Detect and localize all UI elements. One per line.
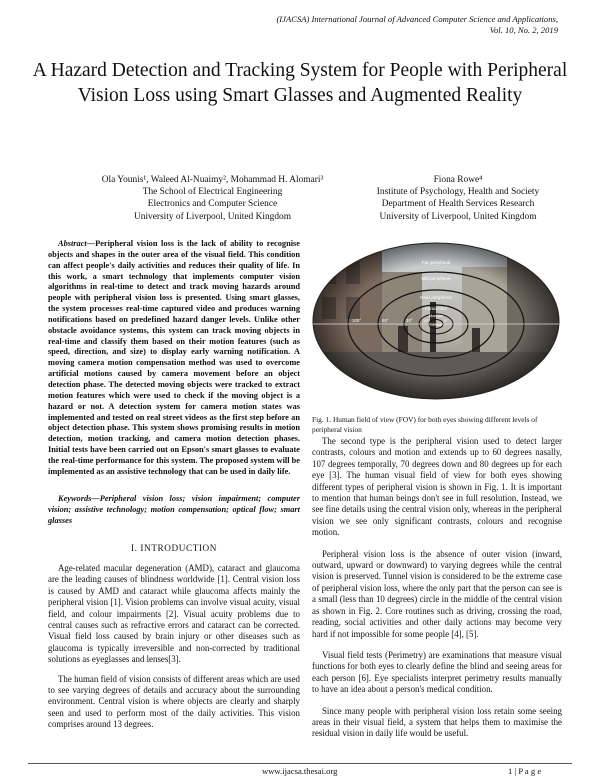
label-angle-100: 100° <box>352 318 362 323</box>
figure-field-of-view <box>312 242 560 400</box>
paragraph: The human field of vision consists of different areas which are used to see varying degrees of details and accuracy about the surrounding environment. Central vision is where objects are clearly and sharply seen and used to perform most of the daily activities. This vision comprises around 13 degrees. <box>48 673 300 730</box>
label-paracentral: Paracentral <box>425 306 447 311</box>
label-angle-10: 10° <box>423 319 429 323</box>
paragraph: Age-related macular degeneration (AMD), cataract and glaucoma are the leading causes of blindness worldwide [1]. Central vision loss is caused by AMD and cataract while glaucoma affects mainly the peripheral vision [1]. Vision problems can involve visual acuity, visual field, and colour impairments [2]. Visual acuity problems due to central causes such as refractive errors and cataract can be corrected. Visual field loss caused by brain injury or other diseases such as glaucoma is typically irreversible and non-corrected by traditional solutions as eyeglasses and lenses[3]. <box>48 563 300 665</box>
label-central: Central <box>429 323 443 327</box>
journal-volume: Vol. 10, No. 2, 2019 <box>489 25 558 35</box>
abstract-label: Abstract <box>58 239 87 248</box>
affiliation-right-2: Department of Health Services Research <box>381 199 535 210</box>
keywords <box>48 494 300 527</box>
label-mid-peripheral: Mid peripheral <box>421 276 451 281</box>
label-angle-5: 5° <box>444 319 448 323</box>
paragraph: Peripheral vision loss is the absence of outer vision (inward, outward, upward or downward) to varying degrees while the central vision is preserved. Tunnel vision is considered to be the extreme case of peripheral vision loss, where the only part that the person can see is a small (less than 10 degrees) circle in the middle of the central vision as shown in Fig. 2. Core routines such as driving, crossing the road, reading, social activities and other daily actions may become very hard if not impossible for some people [4], [5]. <box>312 548 562 639</box>
footer-rule <box>28 763 572 764</box>
label-angle-30: 30° <box>406 318 413 323</box>
affiliation-left-3: University of Liverpool, United Kingdom <box>133 211 291 222</box>
abstract <box>48 239 300 478</box>
author-block-right <box>352 174 564 223</box>
label-near-peripheral: Near peripheral <box>420 295 452 300</box>
fov-illustration <box>312 242 560 400</box>
affiliation-left-1: The School of Electrical Engineering <box>142 187 283 198</box>
author-block-left <box>95 174 330 223</box>
journal-header <box>178 14 558 36</box>
keywords-text: —Peripheral vision loss; vision impairment; computer vision; assistive technology; motion compensation; optical flow; smart glasses <box>48 494 300 525</box>
author-names-left: Ola Younis¹, Waleed Al-Nuaimy², Mohammad H. Alomari³ <box>101 175 324 185</box>
footer-url[interactable]: www.ijacsa.thesai.org <box>262 766 338 776</box>
left-column-body <box>48 563 300 731</box>
affiliation-left-2: Electronics and Computer Science <box>147 199 278 210</box>
page-number: 1 | P a g e <box>508 766 542 776</box>
abstract-text: —Peripheral vision loss is the lack of ability to recognise objects and shapes in the outer area of the visual field. This condition can affect people's daily activities and reduces their quality of life. In this work, a smart technology that implements computer vision algorithms in real-time to detect and track moving hazards around people with peripheral vision loss is presented. Using smart glasses, the system processes real-time captured video and produces warning notifications based on predefined hazard danger levels. Unlike other obstacle avoidance systems, this system can track moving objects in real-time and classify them based on their motion features (such as speed, direction, and size) to display early warning notification. A moving camera motion compensation method was used to overcome artificial motions caused by camera movement before an object detection phase. The detected moving objects were tracked to extract motion features which were used to check if the moving object is a hazard or not. A detection system for camera motion states was implemented and tested on real street videos as the first step before an object detection phase. This system shows promising results in motion detection, motion tracking, and camera motion detection phases. Initial tests have been carried out on Epson's smart glasses to evaluate the real-time performance for this system. The proposed system will be implemented as an assistive technology that can be used in daily life. <box>48 239 300 476</box>
affiliation-right-1: Institute of Psychology, Health and Society <box>376 187 540 198</box>
label-far-peripheral: Far peripheral <box>421 260 451 265</box>
paragraph: Since many people with peripheral vision loss retain some seeing areas in their visual field, a system that helps them to maximise the residual vision in daily life would be useful. <box>312 705 562 739</box>
paragraph: Visual field tests (Perimetry) are examinations that measure visual functions for both eyes to clearly define the blind and seeing areas for each person [6]. Eye specialists interpret perimetry results manually to have an idea about a person's medical condition. <box>312 649 562 695</box>
journal-name: (IJACSA) International Journal of Advanced Computer Science and Applications, <box>276 14 558 24</box>
paper-title: A Hazard Detection and Tracking System for People with Peripheral Vision Loss using Smart Glasses and Augmented Reality <box>32 60 568 106</box>
author-names-right: Fiona Rowe⁴ <box>433 175 483 185</box>
label-macular: Macular <box>428 313 444 318</box>
paragraph: The second type is the peripheral vision used to detect larger contrasts, colours and motion and extends up to 60 degrees nasally, 107 degrees temporally, 70 degrees down and 80 degrees up for each eye [3]. The human visual field of view for both eyes showing different types of peripheral vision is shown in Fig. 1. It is important to mention that human beings don't see in full resolution. Instead, we see fine details using the central vision only, whereas in the peripheral vision we see only significant contrasts, colours and recognise motion. <box>312 436 562 538</box>
affiliation-right-3: University of Liverpool, United Kingdom <box>379 211 537 222</box>
right-column-body <box>312 436 562 740</box>
section-heading-introduction: I. INTRODUCTION <box>130 543 218 553</box>
figure-caption: Fig. 1. Human field of view (FOV) for both eyes showing different levels of peripheral vision <box>312 415 538 434</box>
keywords-label: Keywords <box>58 494 92 503</box>
label-angle-60: 60° <box>382 318 389 323</box>
